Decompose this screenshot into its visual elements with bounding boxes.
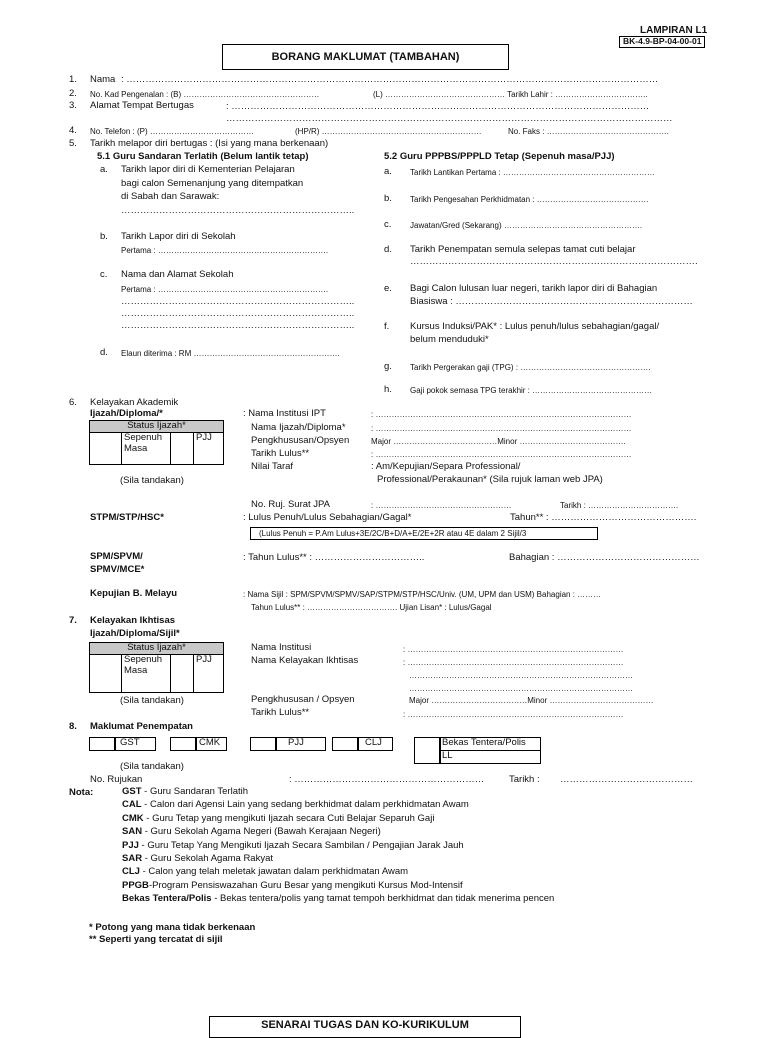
- label-text: Bagi Calon lulusan luar negeri, tarikh lapor diri di Bahagian: [410, 283, 658, 294]
- footnote-2: ** Seperti yang tercatat di sijil: [89, 934, 223, 945]
- next-section-title: SENARAI TUGAS DAN KO-KURIKULUM: [209, 1016, 521, 1038]
- nota-item: [122, 894, 554, 907]
- status-ijazah-table: [89, 420, 224, 465]
- lulus-penuh-note: (Lulus Penuh = P.Am Lulus+3E/2C/B+D/A+E/2E+2R atau 4E dalam 2 Sijil/3: [250, 527, 598, 540]
- nota-key: SAN: [122, 826, 143, 838]
- item-number: 1.: [69, 74, 77, 85]
- sepenuh-label: Sepenuh: [124, 432, 163, 443]
- item-number: 8.: [69, 721, 77, 732]
- item-letter: b.: [384, 193, 392, 204]
- nota-item: [122, 854, 554, 867]
- input-line[interactable]: Bahagian : ………………………………………: [509, 552, 700, 563]
- spm-label-2: SPMV/MCE*: [90, 564, 145, 575]
- cmk-label: CMK: [195, 737, 227, 751]
- label-text: Nama Ijazah/Diploma*: [251, 422, 346, 433]
- pjj-label: PJJ: [194, 433, 224, 465]
- item-letter: a.: [384, 166, 392, 177]
- status-ijazah-table: [89, 642, 224, 693]
- checkbox-cell[interactable]: [90, 433, 122, 465]
- nota-desc: - Guru Tetap yang mengikuti Ijazah secara Cuti Belajar Separuh Gaji: [143, 812, 435, 824]
- input-line[interactable]: Tarikh Pergerakan gaji (TPG) : ………………………………………….: [410, 363, 651, 372]
- kad-pengenalan-field[interactable]: No. Kad Pengenalan : (B) ……………………………………………: [90, 90, 320, 99]
- item-letter: b.: [100, 231, 108, 242]
- input-line[interactable]: : ……………………………………………………………………………………: [371, 450, 632, 459]
- input-line[interactable]: Tarikh : …………………………….: [560, 501, 679, 510]
- label-text: Nama Kelayakan Ikhtisas: [251, 655, 359, 666]
- ijazah-label: Ijazah/Diploma/*: [90, 408, 163, 419]
- alamat-label: Alamat Tempat Bertugas: [90, 100, 194, 111]
- label-text: belum menduduki*: [410, 334, 489, 345]
- label-text: : Lulus Penuh/Lulus Sebahagian/Gagal*: [243, 512, 412, 523]
- nota-item: [122, 827, 554, 840]
- pjj-checkbox[interactable]: [250, 737, 277, 751]
- elaun-field[interactable]: Elaun diterima : RM ……………………………………………….: [121, 349, 340, 358]
- input-line[interactable]: Tarikh Lantikan Pertama : …………………………………………………: [410, 168, 655, 177]
- item-letter: a.: [100, 164, 108, 175]
- input-line[interactable]: Pertama : ……………………………………………………….: [121, 285, 329, 294]
- item-letter: d.: [384, 244, 392, 255]
- nota-label: Nota:: [69, 787, 94, 798]
- status-header: Status Ijazah*: [90, 643, 224, 655]
- pjj-label: PJJ: [275, 737, 326, 751]
- checkbox-cell[interactable]: [171, 655, 194, 693]
- tarikh-lahir-field[interactable]: (L) ……………………………………… Tarikh Lahir : ……………………………..: [373, 90, 648, 99]
- nota-desc: - Calon yang telah meletak jawatan dalam perkhidmatan Awam: [139, 866, 409, 878]
- nota-item: [122, 867, 554, 880]
- kepujian-label: Kepujian B. Melayu: [90, 588, 178, 599]
- tarikh-field[interactable]: ……………………………………: [560, 774, 693, 785]
- section-7-label: Kelayakan Ikhtisas: [90, 615, 176, 626]
- nota-desc: - Guru Sekolah Agama Rakyat: [142, 852, 274, 864]
- page-title: BORANG MAKLUMAT (TAMBAHAN): [222, 44, 509, 70]
- nota-list: [122, 787, 554, 908]
- input-line[interactable]: : ………………………………………………………………………: [403, 658, 624, 667]
- sila-tandakan: (Sila tandakan): [120, 761, 184, 772]
- input-line[interactable]: : ………………………………………………………………………: [403, 710, 624, 719]
- section-5-label: Tarikh melapor diri bertugas : (Isi yang mana berkenaan): [90, 138, 329, 149]
- item-letter: h.: [384, 384, 392, 395]
- tarikh-label: Tarikh :: [509, 774, 540, 785]
- label-text: Kursus Induksi/PAK* : Lulus penuh/lulus sebahagian/gagal/: [410, 321, 660, 332]
- input-line[interactable]: Tahun Lulus** : ……………………………. Ujian Lisan* : Lulus/Gagal: [251, 603, 492, 612]
- bekas-checkbox[interactable]: [414, 737, 441, 764]
- faks-field[interactable]: No. Faks : ……………………………………….: [508, 127, 669, 136]
- label-text: di Sabah dan Sarawak:: [121, 191, 220, 202]
- sila-tandakan: (Sila tandakan): [120, 475, 184, 486]
- item-letter: f.: [384, 321, 390, 332]
- nota-key: CAL: [122, 799, 142, 811]
- label-text: Tarikh Penempatan semula selepas tamat cuti belajar: [410, 244, 636, 255]
- label-text: Nilai Taraf: [251, 461, 294, 472]
- nama-label: Nama: [90, 74, 116, 85]
- alamat-field[interactable]: : ……………………………………………………………………………………………………………………: [226, 101, 650, 112]
- label-text: Tarikh Lulus**: [251, 448, 310, 459]
- status-header: Status Ijazah*: [90, 421, 224, 433]
- input-line[interactable]: ………………………………………………………………..: [121, 308, 355, 319]
- input-line[interactable]: Biasiswa : …………………………………………………………………: [410, 296, 693, 307]
- nota-item: [122, 814, 554, 827]
- nota-key: PJJ: [122, 839, 139, 851]
- input-line[interactable]: : Tahun Lulus** : ……………………………..: [243, 552, 425, 563]
- gst-label: GST: [114, 737, 156, 751]
- item-letter: g.: [384, 361, 392, 372]
- alamat-field-2[interactable]: ……………………………………………………………………………………………………………………………: [226, 113, 673, 124]
- footnote-1: * Potong yang mana tidak berkenaan: [89, 922, 256, 933]
- gst-checkbox[interactable]: [89, 737, 116, 751]
- lampiran-label: LAMPIRAN L1: [640, 25, 708, 36]
- label-text: No. Ruj. Surat JPA: [251, 499, 331, 510]
- bekas-label: Bekas Tentera/Polis: [439, 737, 541, 751]
- stpm-label: STPM/STP/HSC*: [90, 512, 164, 523]
- hp-field[interactable]: (HP/R) ……………………………………………………: [295, 127, 482, 136]
- section-5-1-heading: 5.1 Guru Sandaran Terlatih (Belum lantik tetap): [97, 151, 309, 162]
- input-line[interactable]: …………………………………………………………………………: [409, 671, 633, 680]
- nota-key: CMK: [122, 812, 144, 824]
- sila-tandakan: (Sila tandakan): [120, 695, 184, 706]
- nota-desc: -Program Pensiswazahan Guru Besar yang mengikuti Kursus Mod-Intensif: [148, 879, 463, 891]
- input-line[interactable]: ………………………………………………………………..: [121, 205, 355, 216]
- label-text: Professional/Perakaunan* (Sila rujuk laman web JPA): [377, 474, 603, 485]
- pjj-label: PJJ: [194, 655, 224, 693]
- label-text: Pengkhususan/Opsyen: [251, 435, 350, 446]
- item-letter: c.: [384, 219, 392, 230]
- input-line[interactable]: Jawatan/Gred (Sekarang) …………………………………………….: [410, 221, 643, 230]
- input-line[interactable]: Major ………………………………Minor …………………………………: [409, 696, 654, 705]
- nota-item: [122, 881, 554, 894]
- input-line[interactable]: : ……………………………………………: [371, 501, 512, 510]
- spm-label: SPM/SPVM/: [90, 551, 143, 562]
- item-number: 4.: [69, 125, 77, 136]
- label-text: : Am/Kepujian/Separa Professional/: [371, 461, 521, 472]
- clj-checkbox[interactable]: [332, 737, 359, 751]
- label-text: Tarikh lapor diri di Kementerian Pelajaran: [121, 164, 295, 175]
- input-line[interactable]: Tahun** : ……………………………………….: [510, 512, 697, 523]
- input-line[interactable]: Pertama : ……………………………………………………….: [121, 246, 329, 255]
- section-5-2-heading: 5.2 Guru PPPBS/PPPLD Tetap (Sepenuh masa/PJJ): [384, 151, 615, 162]
- input-line[interactable]: : Nama Sijil : SPM/SPVM/SPMV/SAP/STPM/STP/HSC/Univ. (UM, UPM dan USM) Bahagian : ………: [243, 590, 602, 599]
- nota-desc: - Bekas tentera/polis yang tamat tempoh berkhidmat dan tidak menerima pencen: [211, 893, 555, 905]
- form-code: BK-4.9-BP-04-00-01: [619, 36, 705, 48]
- item-number: 3.: [69, 100, 77, 111]
- item-number: 2.: [69, 88, 77, 99]
- label-text: Pengkhususan / Opsyen: [251, 694, 355, 705]
- label-text: Tarikh Lulus**: [251, 707, 310, 718]
- nota-item: [122, 841, 554, 854]
- input-line[interactable]: Tarikh Pengesahan Perkhidmatan : ……………………………………: [410, 195, 649, 204]
- nota-desc: - Guru Sandaran Terlatih: [141, 786, 249, 797]
- ijazah-label: Ijazah/Diploma/Sijil*: [90, 628, 180, 639]
- item-letter: e.: [384, 283, 392, 294]
- input-line[interactable]: Major …………………………………Minor ………………………………….: [371, 437, 626, 446]
- rujukan-label: No. Rujukan: [90, 774, 143, 785]
- item-letter: d.: [100, 347, 108, 358]
- checkbox-cell[interactable]: [171, 433, 194, 465]
- item-number: 7.: [69, 615, 77, 626]
- item-number: 6.: [69, 397, 77, 408]
- telefon-field[interactable]: No. Telefon : (P) …………………………………: [90, 127, 254, 136]
- rujukan-field[interactable]: : ……………………………………………………: [289, 774, 485, 785]
- input-line[interactable]: ………………………………………………………………..: [121, 320, 355, 331]
- item-letter: c.: [100, 269, 108, 280]
- input-line[interactable]: Gaji pokok semasa TPG terakhir : ………………………………………: [410, 386, 653, 395]
- input-line[interactable]: : ……………………………………………………………………………………: [371, 424, 632, 433]
- nama-field[interactable]: : ……………………………………………………………………………………………………………………………………………………: [121, 74, 659, 85]
- label-text: Nama Institusi: [251, 642, 312, 653]
- nota-item: [122, 787, 554, 800]
- nota-key: SAR: [122, 852, 143, 864]
- section-6-label: Kelayakan Akademik: [90, 397, 179, 408]
- input-line[interactable]: …………………………………………………………………………: [409, 684, 633, 693]
- masa-label: Masa: [124, 442, 148, 454]
- checkbox-cell[interactable]: [90, 655, 122, 693]
- nota-item: [122, 800, 554, 813]
- nota-key: GST: [122, 786, 142, 797]
- label-text: Nama dan Alamat Sekolah: [121, 269, 234, 280]
- nota-desc: - Guru Tetap Yang Mengikuti Ijazah Secara Sambilan / Pengajian Jarak Jauh: [138, 839, 464, 851]
- label-text: Tarikh Lapor diri di Sekolah: [121, 231, 236, 242]
- nota-desc: - Guru Sekolah Agama Negeri (Bawah Kerajaan Negeri): [142, 826, 381, 838]
- cmk-checkbox[interactable]: [170, 737, 197, 751]
- ll-label: LL: [439, 750, 541, 764]
- item-number: 5.: [69, 138, 77, 149]
- clj-label: CLJ: [357, 737, 393, 751]
- masa-label: Masa: [124, 664, 148, 676]
- section-8-label: Maklumat Penempatan: [90, 721, 193, 732]
- input-line[interactable]: ………………………………………………………………..: [121, 296, 355, 307]
- input-line[interactable]: : ……………………………………………………………………………………: [371, 410, 632, 419]
- input-line[interactable]: ……………………………………………………………………………….: [410, 256, 698, 267]
- nota-key: CLJ: [122, 866, 140, 878]
- nota-key: PPGB: [122, 879, 149, 891]
- nota-key: Bekas Tentera/Polis: [122, 893, 212, 905]
- label-text: : Nama Institusi IPT: [243, 408, 326, 419]
- sepenuh-label: Sepenuh: [124, 654, 163, 665]
- nota-desc: - Calon dari Agensi Lain yang sedang berkhidmat dalam perkhidmatan Awam: [141, 799, 469, 811]
- label-text: bagi calon Semenanjung yang ditempatkan: [121, 178, 304, 189]
- input-line[interactable]: : ………………………………………………………………………: [403, 645, 624, 654]
